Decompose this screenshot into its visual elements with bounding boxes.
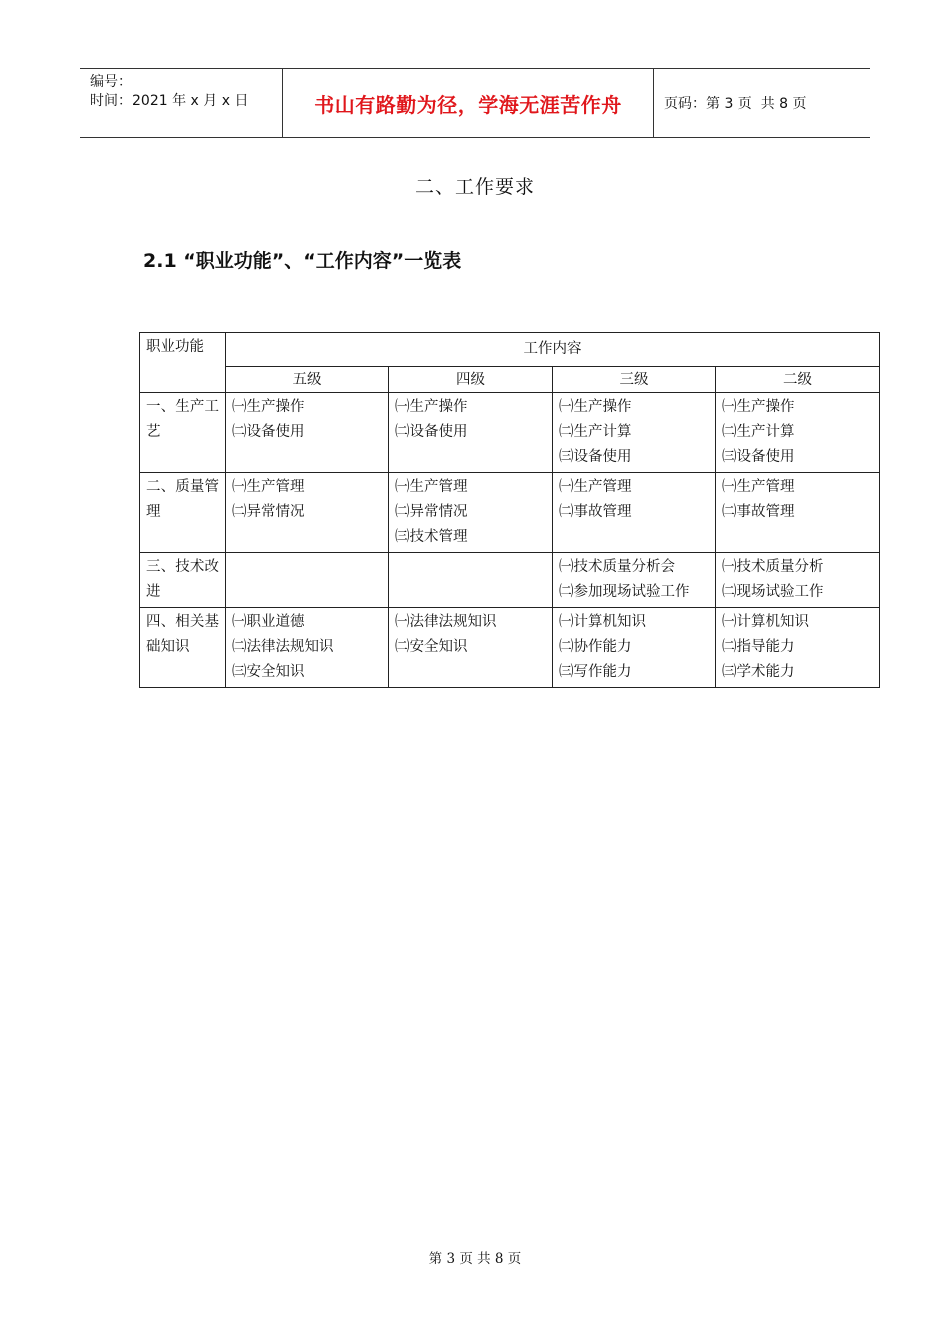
- content-item: ㈡生产计算: [559, 424, 632, 440]
- content-item: ㈢安全知识: [232, 664, 305, 680]
- content-item: ㈠生产管理: [559, 479, 632, 495]
- content-item: ㈠技术质量分析会: [559, 559, 675, 575]
- content-item: ㈠生产操作: [722, 399, 795, 415]
- content-cell: [389, 553, 553, 608]
- function-cell: 三、技术改进: [140, 553, 226, 608]
- content-item: ㈡设备使用: [395, 424, 468, 440]
- content-item: ㈠计算机知识: [559, 614, 646, 630]
- content-item: ㈠法律法规知识: [395, 614, 497, 630]
- content-item: ㈠生产操作: [559, 399, 632, 415]
- content-cell: [389, 473, 553, 553]
- level-header: 四级: [389, 367, 553, 393]
- content-item: ㈠生产管理: [232, 479, 305, 495]
- header-function: 职业功能: [140, 333, 226, 393]
- level-header: 五级: [226, 367, 389, 393]
- content-item: ㈡异常情况: [395, 504, 468, 520]
- content-cell: [226, 553, 389, 608]
- header-page-info: [654, 69, 870, 137]
- header-meta: [80, 69, 282, 137]
- page-info-text: 页码：第 3 页 共 8 页: [664, 96, 807, 112]
- content-item: ㈢写作能力: [559, 664, 632, 680]
- content-item: ㈡事故管理: [722, 504, 795, 520]
- page-header: [80, 68, 870, 138]
- table-row: [140, 553, 880, 608]
- content-item: ㈡事故管理: [559, 504, 632, 520]
- content-cell: [226, 393, 389, 473]
- table-row: [140, 473, 880, 553]
- content-cell: [716, 393, 880, 473]
- content-item: ㈠生产管理: [395, 479, 468, 495]
- content-item: ㈠职业道德: [232, 614, 305, 630]
- header-content: 工作内容: [226, 333, 880, 367]
- content-cell: [389, 393, 553, 473]
- document-date: 时间：2021 年 x 月 x 日: [90, 93, 249, 109]
- table-row: [140, 393, 880, 473]
- content-item: ㈡生产计算: [722, 424, 795, 440]
- content-item: ㈠生产操作: [232, 399, 305, 415]
- table-row: [140, 608, 880, 688]
- content-cell: [226, 608, 389, 688]
- content-item: ㈠计算机知识: [722, 614, 809, 630]
- content-item: ㈡协作能力: [559, 639, 632, 655]
- content-item: ㈡安全知识: [395, 639, 468, 655]
- content-item: ㈡法律法规知识: [232, 639, 334, 655]
- content-cell: [389, 608, 553, 688]
- subsection-title: 2.1 “职业功能”、“工作内容”一览表: [143, 250, 462, 272]
- table-header-row: [140, 333, 880, 367]
- content-item: ㈡异常情况: [232, 504, 305, 520]
- content-cell: [716, 473, 880, 553]
- function-cell: 二、质量管理: [140, 473, 226, 553]
- function-cell: 四、相关基础知识: [140, 608, 226, 688]
- content-item: ㈡现场试验工作: [722, 584, 824, 600]
- content-item: ㈢学术能力: [722, 664, 795, 680]
- level-header: 二级: [716, 367, 880, 393]
- table-level-row: [140, 367, 880, 393]
- section-title: 二、工作要求: [414, 176, 535, 198]
- content-item: ㈠技术质量分析: [722, 559, 824, 575]
- content-item: ㈡设备使用: [232, 424, 305, 440]
- document-number-label: 编号：: [90, 74, 132, 90]
- content-item: ㈢技术管理: [395, 529, 468, 545]
- content-item: ㈡指导能力: [722, 639, 795, 655]
- content-item: ㈢设备使用: [722, 449, 795, 465]
- header-motto: 书山有路勤为径，学海无涯苦作舟: [282, 69, 654, 137]
- content-cell: [553, 393, 716, 473]
- content-cell: [716, 553, 880, 608]
- page-footer: 第 3 页 共 8 页: [428, 1251, 522, 1267]
- content-cell: [226, 473, 389, 553]
- content-item: ㈢设备使用: [559, 449, 632, 465]
- function-cell: 一、生产工艺: [140, 393, 226, 473]
- content-cell: [716, 608, 880, 688]
- level-header: 三级: [553, 367, 716, 393]
- function-content-table: [139, 332, 880, 688]
- content-item: ㈠生产管理: [722, 479, 795, 495]
- content-cell: [553, 608, 716, 688]
- content-cell: [553, 473, 716, 553]
- content-cell: [553, 553, 716, 608]
- content-item: ㈠生产操作: [395, 399, 468, 415]
- content-item: ㈡参加现场试验工作: [559, 584, 690, 600]
